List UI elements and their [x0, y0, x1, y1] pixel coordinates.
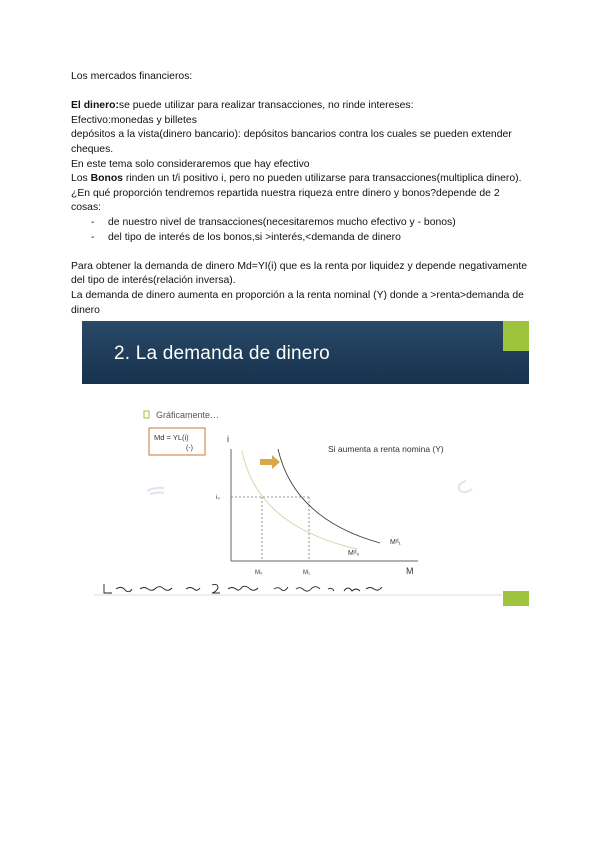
artifact-right [459, 481, 472, 492]
formula-text: Md = YL(i) [154, 433, 189, 442]
paragraph-dinero: El dinero:se puede utilizar para realizar transacciones, no rinde intereses: [71, 100, 414, 112]
document-text [71, 70, 531, 318]
paragraph-renta: La demanda de dinero aumenta en proporción a la renta nominal (Y) donde a >renta>demanda de dinero [71, 289, 524, 316]
shift-annotation: Si aumenta a renta nomina (Y) [328, 444, 444, 454]
shift-arrow-icon [260, 455, 280, 469]
term-bonos: Bonos [90, 173, 123, 185]
bullet-icon [144, 411, 149, 418]
y-axis-label: i [227, 434, 229, 444]
curve-md0-label: Mᵈ₀ [348, 550, 360, 557]
curve-md0 [242, 451, 357, 549]
list-item: - de nuestro nivel de transacciones(necesitaremos mucho efectivo y - bonos) [71, 216, 531, 231]
i0-label: i₀ [216, 495, 220, 501]
handwritten-note [104, 584, 382, 593]
m1-label: M₁ [303, 570, 311, 576]
paragraph-tema: En este tema solo consideraremos que hay efectivo [71, 158, 310, 170]
curve-md1 [278, 449, 380, 543]
formula-sign: (-) [186, 445, 193, 452]
paragraph-efectivo: Efectivo:monedas y billetes [71, 114, 197, 126]
m0-label: M₀ [255, 570, 263, 576]
slide-bullet-text: Gráficamente… [156, 410, 220, 420]
list-item: - del tipo de interés de los bonos,si >interés,<demanda de dinero [71, 231, 531, 246]
term-dinero: El dinero: [71, 100, 119, 112]
money-demand-graph [82, 321, 529, 606]
paragraph-depositos: depósitos a la vista(dinero bancario): depósitos bancarios contra los cuales se pueden extender cheques. [71, 129, 512, 155]
heading: Los mercados financieros: [71, 71, 193, 82]
bullet-list [71, 216, 531, 245]
paragraph-demanda: Para obtener la demanda de dinero Md=YI(i) que es la renta por liquidez y depende negativamente del tipo de interés(relación inversa). [71, 260, 528, 287]
curve-md1-label: Mᵈ₁ [390, 539, 401, 546]
paragraph-bonos: Los Bonos rinden un t/i positivo i, pero no pueden utilizarse para transacciones(multiplica dinero).¿En qué proporción tendremos repartida nuestra riqueza entre dinero y bonos?depende de 2 cosas: [71, 173, 522, 214]
slide-image [82, 321, 529, 606]
x-axis-label: M [406, 566, 414, 576]
artifact-left [147, 488, 164, 494]
slide-title: 2. La demanda de dinero [114, 343, 330, 364]
